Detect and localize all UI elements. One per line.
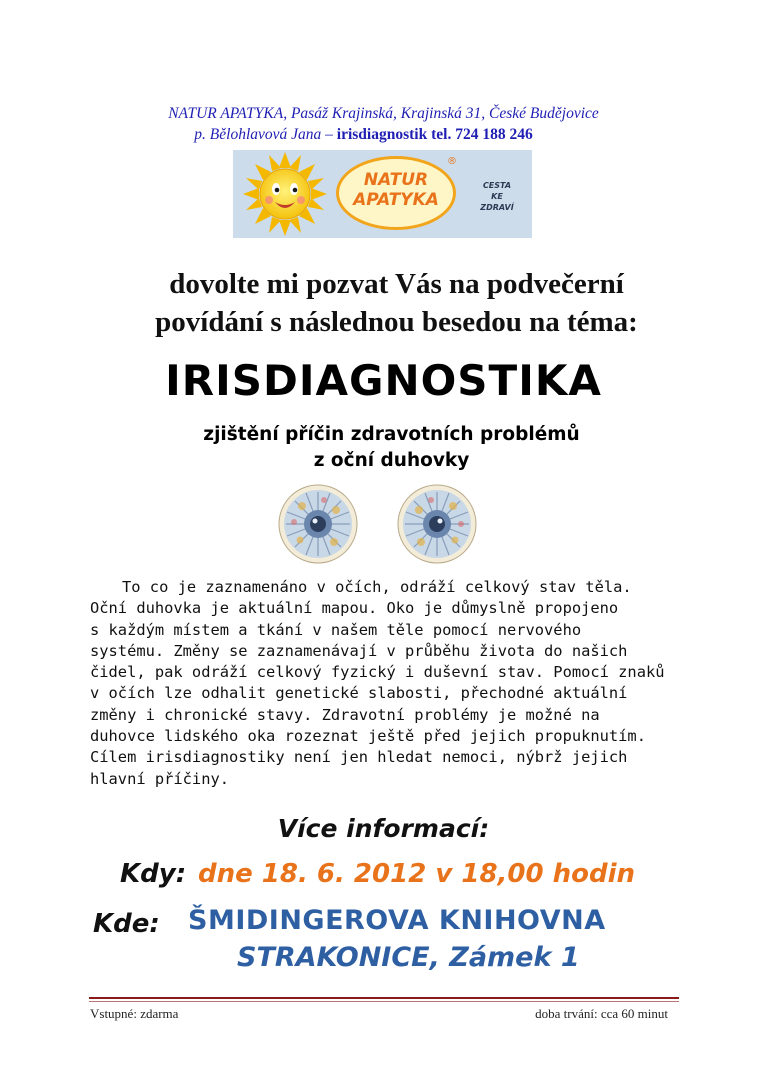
invite-line2: povídání s následnou besedou na téma:: [155, 306, 638, 338]
body-line: To co je zaznamenáno v očích, odráží celkový stav těla.: [122, 578, 632, 596]
body-line: systému. Změny se zaznamenávají v průběhu života do našich: [90, 641, 628, 660]
subtitle-line2: z oční duhovky: [313, 450, 470, 471]
motto: [469, 180, 525, 213]
where-line2: STRAKONICE, Zámek 1: [237, 942, 580, 973]
when-value: dne 18. 6. 2012 v 18,00 hodin: [198, 859, 636, 889]
motto-line3: ZDRAVÍ: [480, 203, 514, 212]
body-line: Oční duhovka je aktuální mapou. Oko je důmyslně propojeno: [90, 599, 619, 618]
where-label: Kde:: [93, 909, 160, 939]
iris-right-icon: [397, 484, 477, 564]
footer-rule-thin: [89, 1001, 679, 1002]
body-line: s každým místem a tkání v našem těle pomocí nervového: [90, 620, 582, 639]
duration-note: doba trvání: cca 60 minut: [535, 1006, 668, 1021]
body-line: čidel, pak odráží celkový fyzický i duševní stav. Pomocí znaků: [90, 663, 665, 682]
body-line: změny i chronické stavy. Zdravotní problémy je možné na: [90, 705, 600, 724]
iris-left-icon: [278, 484, 358, 564]
body-line: hlavní příčiny.: [90, 769, 229, 788]
header-contact: [0, 126, 747, 144]
body-line: v očích lze odhalit genetické slabosti, přechodné aktuální: [90, 684, 628, 703]
motto-line1: CESTA: [482, 181, 512, 190]
subtitle-line1: zjištění příčin zdravotních problémů: [203, 424, 580, 445]
footer-rule: [89, 997, 679, 999]
where-line1: ŠMIDINGEROVA KNIHOVNA: [188, 905, 606, 936]
page-title: IRISDIAGNOSTIKA: [165, 356, 602, 405]
logo-banner: [233, 150, 532, 238]
header-line1: NATUR APATYKA, Pasáž Krajinská, Krajinská 31, České Budějovice: [168, 105, 599, 122]
body-line: duhovce lidského oka rozeznat ještě před jejich propuknutím.: [90, 727, 646, 746]
header-address: [0, 105, 767, 123]
body-paragraph: [90, 577, 672, 790]
invite-line1: dovolte mi pozvat Vás na podvečerní: [169, 268, 624, 300]
header-name: p. Bělohlavová Jana –: [194, 126, 333, 143]
when-label: Kdy:: [120, 859, 187, 889]
brand-name: [336, 170, 456, 210]
body-line: Cílem irisdiagnostiky není jen hledat nemoci, nýbrž jejich: [90, 748, 628, 767]
header-phone: irisdiagnostik tel. 724 188 246: [336, 126, 533, 143]
brand-line2: APATYKA: [353, 190, 439, 210]
motto-line2: KE: [491, 192, 503, 201]
registered-mark: ®: [447, 156, 457, 167]
more-info-heading: Více informací:: [277, 814, 490, 843]
admission-note: Vstupné: zdarma: [90, 1006, 179, 1021]
brand-line1: NATUR: [363, 170, 429, 190]
